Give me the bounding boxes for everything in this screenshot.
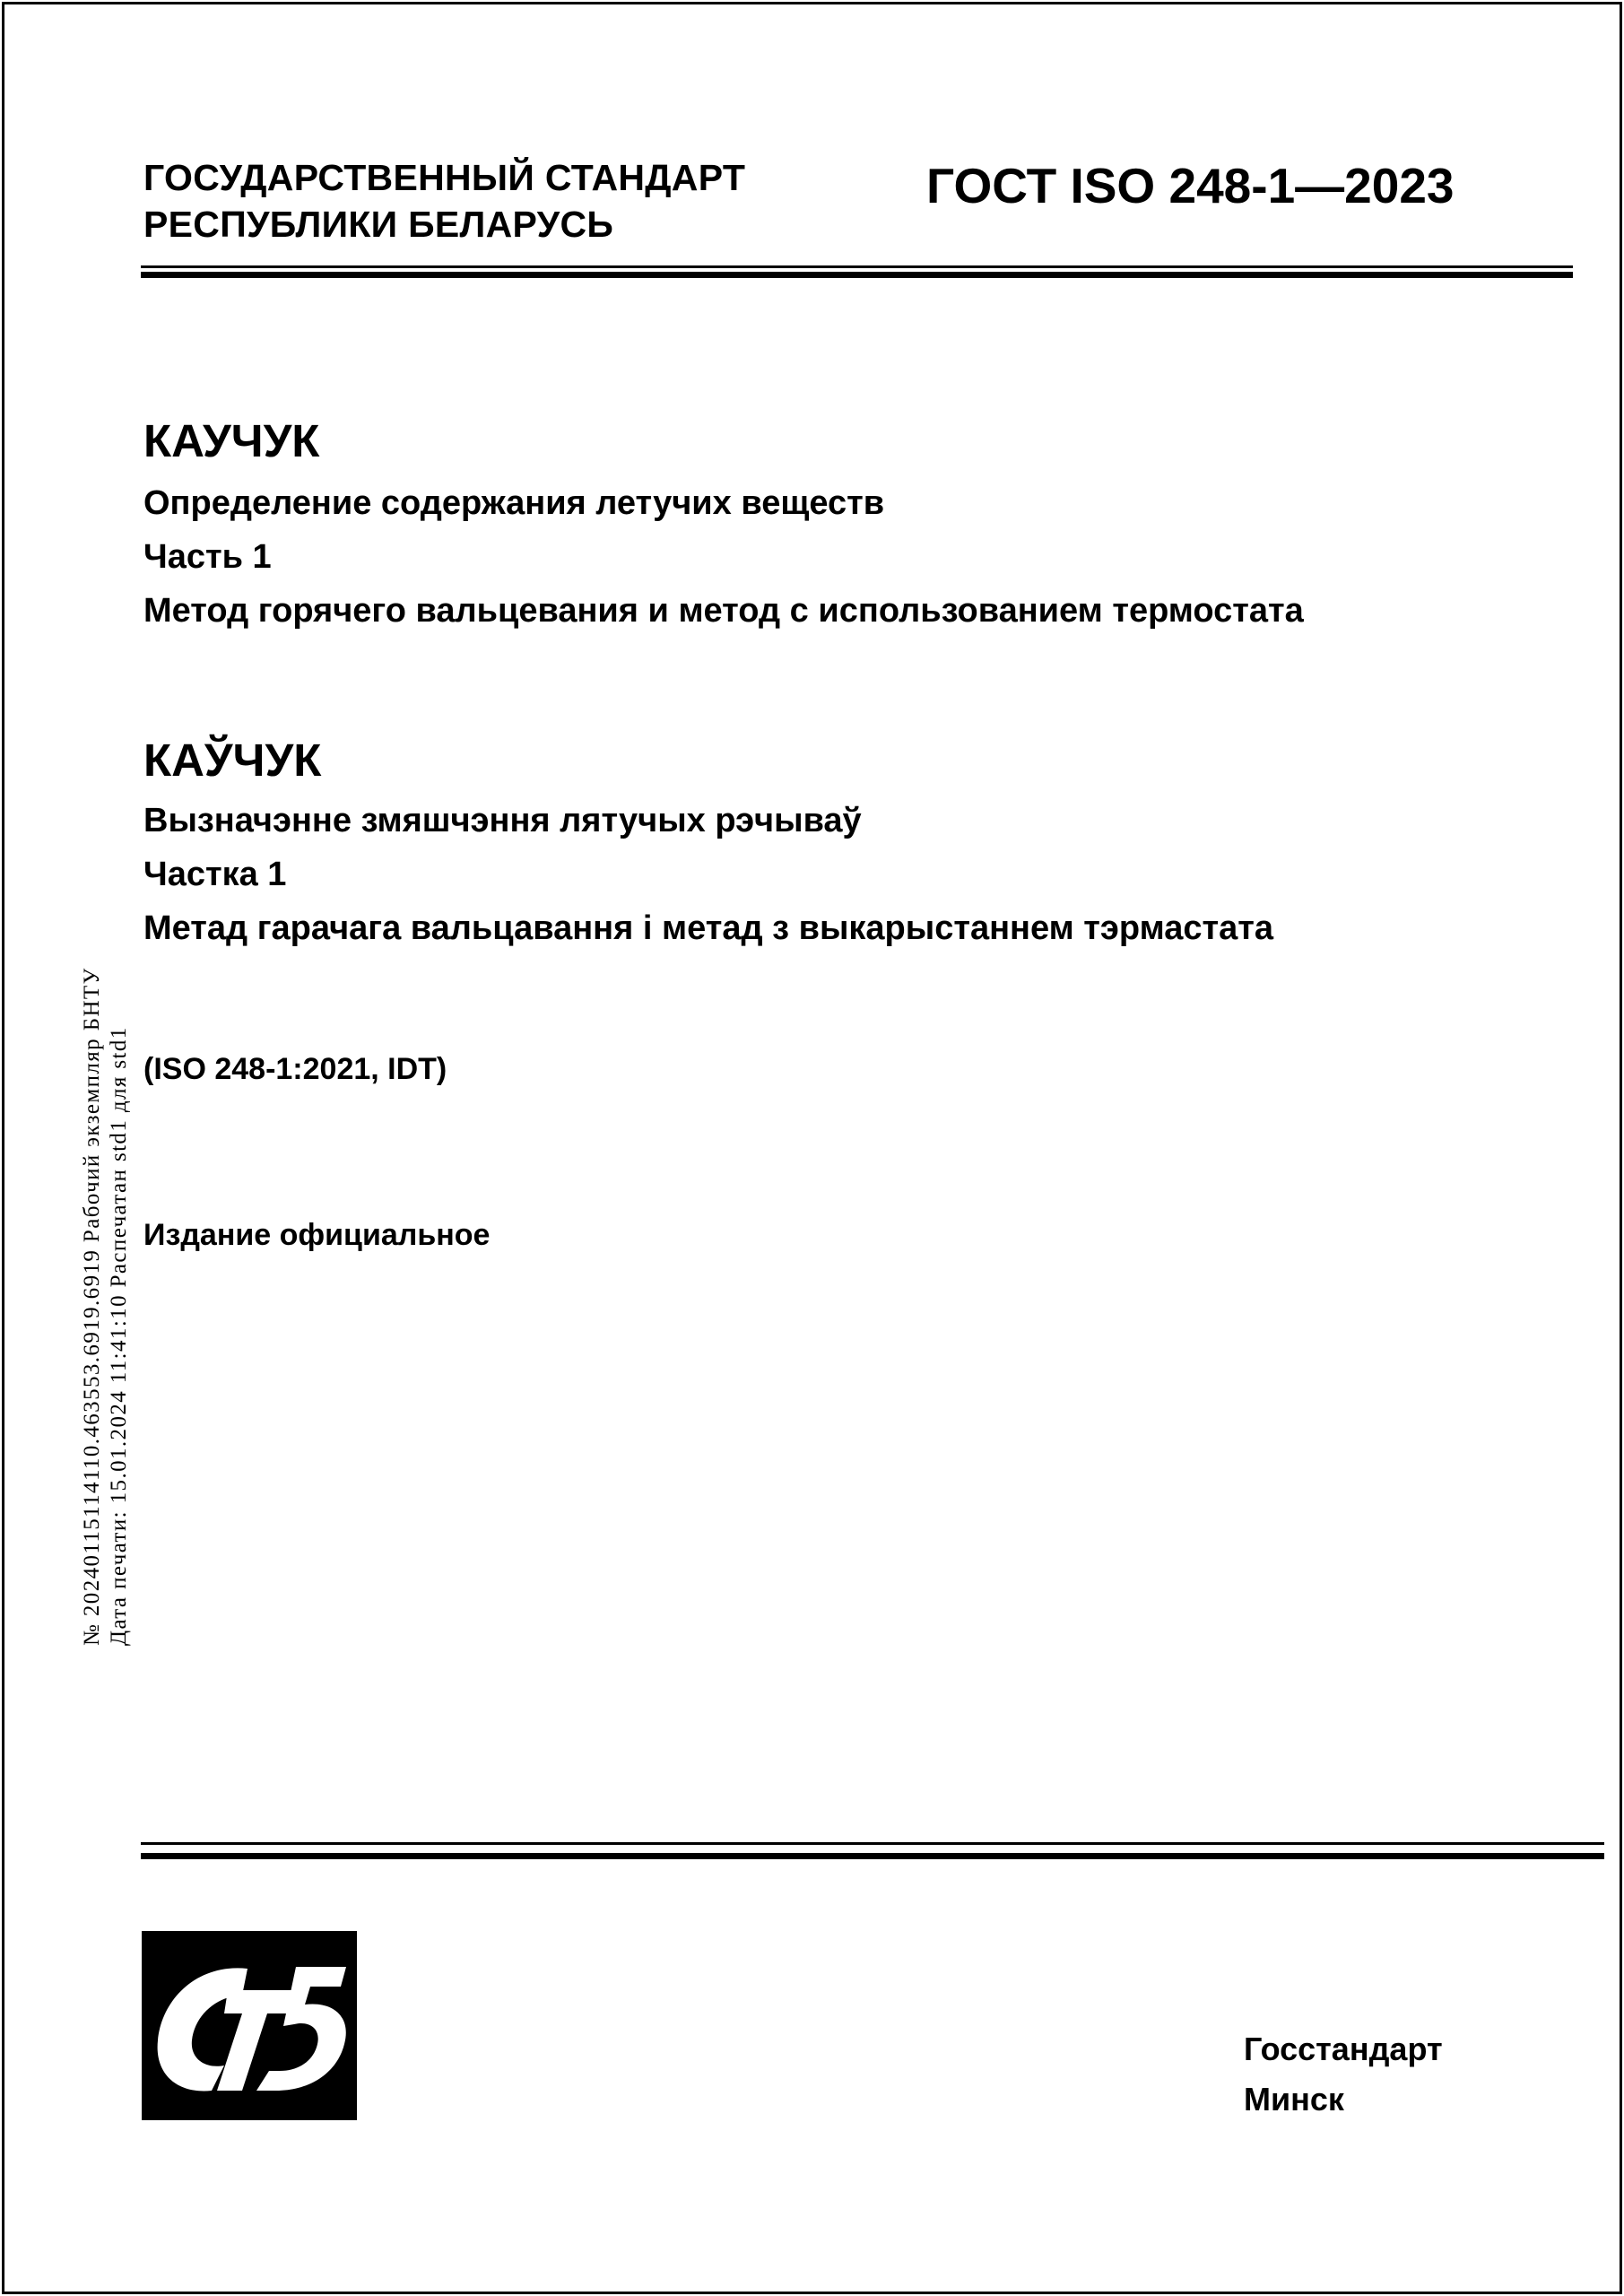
header-rule-thick	[141, 272, 1573, 278]
standard-type-heading	[143, 154, 745, 248]
print-stamp-line2: Дата печати: 15.01.2024 11:41:10 Распечатан std1 для std1	[107, 1026, 131, 1646]
edition-note: Издание официальное	[143, 1218, 491, 1252]
print-stamp-line1: № 20240115114110.463553.6919.6919 Рабочий экземпляр БНТУ	[80, 967, 104, 1646]
by-subtitle: Вызначэнне змяшчэння лятучых рэчываў	[143, 802, 862, 839]
ru-subtitle: Определение содержания летучих веществ	[143, 484, 885, 522]
gosstandart-logo-icon	[142, 1931, 357, 2120]
ru-title: КАУЧУК	[143, 415, 320, 466]
footer-rule-thin	[141, 1842, 1604, 1845]
ru-part: Часть 1	[143, 538, 272, 576]
by-method: Метад гарачага вальцавання і метад з выкарыстаннем тэрмастата	[143, 909, 1273, 947]
footer-rule-thick	[141, 1853, 1604, 1859]
by-title: КАЎЧУК	[143, 735, 322, 786]
by-part: Частка 1	[143, 856, 287, 893]
standard-type-line2: РЕСПУБЛИКИ БЕЛАРУСЬ	[143, 204, 614, 245]
ru-method: Метод горячего вальцевания и метод с использованием термостата	[143, 592, 1304, 630]
publisher-name: Госстандарт	[1244, 2031, 1443, 2067]
standard-designation: ГОСТ ISO 248-1—2023	[926, 158, 1455, 213]
header-rule-thin	[141, 265, 1573, 268]
iso-reference: (ISO 248-1:2021, IDT)	[143, 1052, 447, 1086]
standard-type-line1: ГОСУДАРСТВЕННЫЙ СТАНДАРТ	[143, 157, 746, 198]
publisher-city: Минск	[1244, 2081, 1344, 2118]
